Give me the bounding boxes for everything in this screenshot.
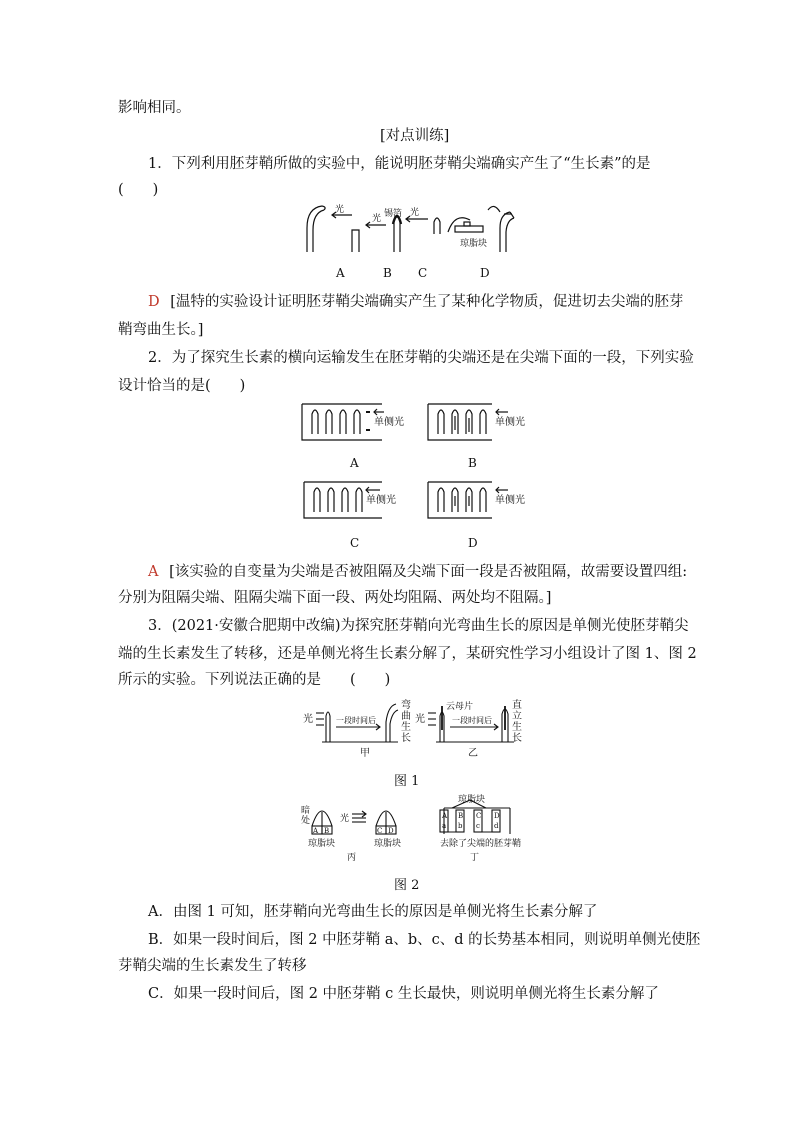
- q1-stem-line1: 1．下列利用胚芽鞘所做的实验中，能说明胚芽鞘尖端确实产生了“生长素”的是: [148, 156, 651, 172]
- q3-option-c: C．如果一段时间后，图 2 中胚芽鞘 c 生长最快，则说明单侧光将生长素分解了: [148, 986, 659, 1002]
- fig2-A: A: [313, 827, 319, 835]
- q2-stem-line1: 2．为了探究生长素的横向运输发生在胚芽鞘的尖端还是在尖端下面的一段，下列实验: [148, 350, 694, 366]
- q2-answer: A: [148, 564, 159, 580]
- fig2-ding-D: D: [494, 812, 500, 820]
- fig1-straight-4: 长: [512, 733, 522, 744]
- q2-label-a: A: [350, 456, 359, 470]
- fig2-ding-d: d: [494, 822, 499, 830]
- fig1-jia-light: 光: [303, 714, 313, 725]
- fig1-straight-2: 立: [512, 711, 522, 722]
- fig2-ding-A: A: [442, 812, 448, 820]
- fig2-ding-C: C: [476, 812, 482, 820]
- fig1-caption: 图 1: [394, 774, 420, 789]
- q2-box-d-light: 单侧光: [495, 495, 525, 506]
- fig2-caption: 图 2: [394, 878, 420, 893]
- q2-label-d: D: [468, 536, 478, 550]
- fig1-bend-4: 长: [401, 733, 411, 744]
- fig2-ding: 丁: [470, 853, 480, 863]
- fig2-light: 光: [340, 814, 350, 824]
- q2-box-b-light: 单侧光: [495, 417, 525, 428]
- q3-option-a: A．由图 1 可知，胚芽鞘向光弯曲生长的原因是单侧光将生长素分解了: [148, 904, 598, 920]
- fig2-B: B: [324, 827, 330, 835]
- fig1-mica: 云母片: [446, 702, 474, 712]
- q2-explain-line1: [该实验的自变量为尖端是否被阻隔及尖端下面一段是否被阻隔，故需要设置四组:: [169, 564, 688, 580]
- q2-label-c: C: [350, 536, 360, 550]
- fig2-ding-a: a: [442, 822, 447, 830]
- section-title: [对点训练]: [380, 128, 450, 144]
- q1-label-c: C: [418, 266, 428, 280]
- fig2-dark: [301, 804, 313, 826]
- continuation-text: 影响相同。: [118, 100, 191, 116]
- q2-label-b: B: [468, 456, 477, 470]
- q2-stem-line2: 设计恰当的是( ): [118, 378, 246, 394]
- q3-stem-line1: 3．(2021·安徽合肥期中改编)为探究胚芽鞘向光弯曲生长的原因是单侧光使胚芽鞘尖: [148, 618, 689, 634]
- fig1-bend-1: 弯: [401, 700, 411, 711]
- q3-stem-line3: 所示的实验。下列说法正确的是 ( ): [118, 672, 391, 688]
- q1-fig-a-light: 光: [335, 205, 345, 215]
- fig1-yi-light: 光: [415, 714, 425, 725]
- q3-stem-line2: 端的生长素发生了转移，还是单侧光将生长素分解了，某研究性学习小组设计了图 1、图 2: [118, 646, 697, 662]
- q1-fig-b-light: 光: [372, 214, 382, 224]
- fig1-straight-3: 生: [512, 722, 522, 733]
- q1-label-b: B: [383, 266, 392, 280]
- q1-label-d: D: [480, 266, 490, 280]
- q1-stem-line2: ( ): [118, 182, 159, 198]
- fig2-agar-ding: 琼脂块: [458, 795, 486, 805]
- fig2-D: D: [388, 827, 394, 835]
- q1-explain-line2: 鞘弯曲生长。]: [118, 322, 204, 338]
- fig1-jia-time: 一段时间后: [336, 716, 376, 725]
- fig2-C: C: [377, 827, 383, 835]
- q2-box-c-light: 单侧光: [366, 495, 396, 506]
- fig1-straight-1: 直: [512, 700, 522, 711]
- fig1-bend-3: 生: [401, 722, 411, 733]
- q2-box-a-light: 单侧光: [374, 417, 404, 428]
- q2-explain-line2: 分别为阻隔尖端、阻隔尖端下面一段、两处均阻隔、两处均不阻隔。]: [118, 590, 552, 606]
- fig2-bing: 丙: [347, 853, 357, 863]
- fig2-ding-c: c: [476, 822, 480, 830]
- fig2-removed: 去除了尖端的胚芽鞘: [440, 839, 522, 849]
- q1-explain-line1: [温特的实验设计证明胚芽鞘尖端确实产生了某种化学物质，促进切去尖端的胚芽: [170, 294, 684, 310]
- fig2-ding-b: b: [458, 822, 463, 830]
- q1-label-a: A: [336, 266, 345, 280]
- q1-fig-c-foil: 锡箔: [384, 209, 403, 219]
- fig2-dark-2: 处: [301, 816, 311, 826]
- fig1-yi-label: 乙: [468, 748, 478, 759]
- q1-fig-c-light: 光: [410, 208, 420, 218]
- q1-fig-d-agar: 琼脂块: [460, 239, 488, 249]
- fig2-ding-B: B: [458, 812, 464, 820]
- fig1-bend-2: 曲: [401, 711, 411, 722]
- q3-option-b-line2: 芽鞘尖端的生长素发生了转移: [118, 958, 307, 974]
- q1-answer: D: [148, 294, 160, 310]
- fig2-dark-1: 暗: [301, 806, 311, 816]
- fig2-agar-left: 琼脂块: [308, 839, 336, 849]
- fig2-agar-right: 琼脂块: [374, 839, 402, 849]
- fig1-yi-time: 一段时间后: [452, 716, 492, 725]
- q3-option-b-line1: B．如果一段时间后，图 2 中胚芽鞘 a、b、c、d 的长势基本相同，则说明单侧光使胚: [148, 932, 701, 948]
- fig1-jia-label: 甲: [360, 748, 370, 759]
